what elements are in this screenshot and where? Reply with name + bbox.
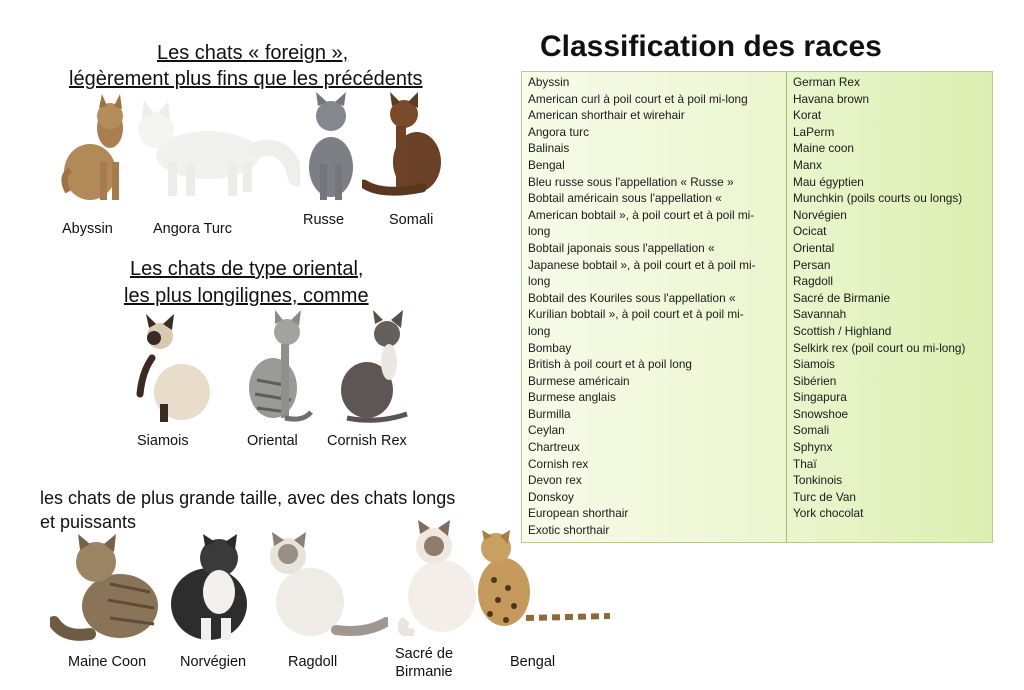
oriental-cat-image <box>237 310 313 424</box>
breed-entry: Balinais <box>528 141 570 156</box>
breed-entry: British à poil court et à poil long <box>528 357 692 372</box>
breed-entry: Devon rex <box>528 473 582 488</box>
norvegien-cat-image <box>163 534 253 642</box>
breed-entry: American bobtail », à poil court et à poil mi- <box>528 207 755 222</box>
breed-entry: Donskoy <box>528 489 574 504</box>
breed-entry: Munchkin (poils courts ou longs) <box>793 191 963 206</box>
caption-birmanie: Birmanie <box>395 664 453 680</box>
large-heading-line2: et puissants <box>40 512 137 532</box>
caption-cornish-rex: Cornish Rex <box>327 433 407 449</box>
column-divider <box>786 72 787 542</box>
breed-entry: Kurilian bobtail », à poil court et à poil mi- <box>528 307 744 322</box>
breed-entry: Abyssin <box>528 75 570 89</box>
breed-entry: Havana brown <box>793 91 870 106</box>
caption-bengal: Bengal <box>510 654 556 670</box>
breed-entry: Mau égyptien <box>793 174 864 189</box>
breed-entry: Siamois <box>793 357 835 372</box>
breed-entry: long <box>528 224 551 239</box>
breed-entry: Sacré de Birmanie <box>793 290 891 305</box>
breed-entry: Ceylan <box>528 423 565 438</box>
russe-cat-image <box>302 92 360 202</box>
breed-entry: German Rex <box>793 75 860 89</box>
breed-entry: Bobtail américain sous l'appellation « <box>528 191 722 206</box>
breed-entry: Savannah <box>793 307 847 322</box>
breed-entry: Angora turc <box>528 124 589 139</box>
breed-entry: long <box>528 323 551 338</box>
caption-maine-coon: Maine Coon <box>68 654 147 670</box>
breed-entry: Bombay <box>528 340 572 355</box>
breed-entry: Cornish rex <box>528 456 589 471</box>
breed-entry: Tonkinois <box>793 473 843 488</box>
angora-turc-cat-image <box>128 100 300 200</box>
ragdoll-cat-image <box>266 532 388 642</box>
breed-entry: LaPerm <box>793 124 835 139</box>
large-heading-line1: les chats de plus grande taille, avec des chats longs <box>40 488 456 508</box>
breed-entry: Bengal <box>528 157 565 172</box>
breed-entry: Sphynx <box>793 440 833 455</box>
breed-entry: Singapura <box>793 390 847 405</box>
breed-entry: American curl à poil court et à poil mi-long <box>528 91 748 106</box>
classification-title: Classification des races <box>540 30 882 63</box>
caption-norvegien: Norvégien <box>180 654 247 670</box>
breed-entry: York chocolat <box>793 506 864 521</box>
somali-cat-image <box>362 92 450 200</box>
caption-russe: Russe <box>303 212 345 228</box>
caption-ragdoll: Ragdoll <box>288 654 338 670</box>
foreign-heading-line1: Les chats « foreign », <box>157 42 349 64</box>
breed-entry: Norvégien <box>793 207 847 222</box>
breed-entry: Exotic shorthair <box>528 523 610 538</box>
caption-siamois: Siamois <box>137 433 189 449</box>
breed-entry: Ragdoll <box>793 274 834 289</box>
caption-sacre-de: Sacré de <box>394 646 454 662</box>
caption-abyssin: Abyssin <box>62 221 113 237</box>
siamois-cat-image <box>132 312 216 424</box>
breed-entry: Bleu russe sous l'appellation « Russe » <box>528 174 734 189</box>
breeds-table <box>521 71 993 543</box>
caption-angora-turc: Angora Turc <box>153 221 232 237</box>
abyssin-cat-image <box>60 92 135 204</box>
breeds-column-1 <box>528 74 780 539</box>
breed-entry: Maine coon <box>793 141 854 156</box>
breed-entry: Bobtail des Kouriles sous l'appellation « <box>528 290 736 305</box>
breed-entry: Bobtail japonais sous l'appellation « <box>528 240 715 255</box>
breed-entry: Burmilla <box>528 406 571 421</box>
breed-entry: Japanese bobtail », à poil court et à poil mi- <box>528 257 756 272</box>
breed-entry: Scottish / Highland <box>793 323 892 338</box>
breed-entry: American shorthair et wirehair <box>528 108 685 123</box>
breeds-column-2 <box>793 74 988 522</box>
caption-oriental: Oriental <box>247 433 298 449</box>
breed-entry: Sibérien <box>793 373 837 388</box>
foreign-heading-line2: légèrement plus fins que les précédents <box>69 68 423 90</box>
breed-entry: Burmese américain <box>528 373 630 388</box>
cornish-rex-cat-image <box>333 310 411 424</box>
caption-somali: Somali <box>389 212 434 228</box>
oriental-heading-line2: les plus longilignes, comme <box>124 285 369 307</box>
breed-entry: European shorthair <box>528 506 629 521</box>
breed-entry: Burmese anglais <box>528 390 616 405</box>
bengal-cat-image <box>470 530 612 630</box>
breed-entry: Somali <box>793 423 830 438</box>
breed-entry: Turc de Van <box>793 489 856 504</box>
breed-entry: Selkirk rex (poil court ou mi-long) <box>793 340 966 355</box>
breed-entry: Chartreux <box>528 440 580 455</box>
breed-entry: Persan <box>793 257 831 272</box>
breed-entry: long <box>528 274 551 289</box>
oriental-heading-line1: Les chats de type oriental, <box>130 258 364 280</box>
breed-entry: Thaï <box>793 456 817 471</box>
breed-entry: Ocicat <box>793 224 827 239</box>
breed-entry: Manx <box>793 157 822 172</box>
breed-entry: Oriental <box>793 240 835 255</box>
breed-entry: Snowshoe <box>793 406 849 421</box>
breed-entry: Korat <box>793 108 822 123</box>
maine-coon-cat-image <box>50 534 162 642</box>
